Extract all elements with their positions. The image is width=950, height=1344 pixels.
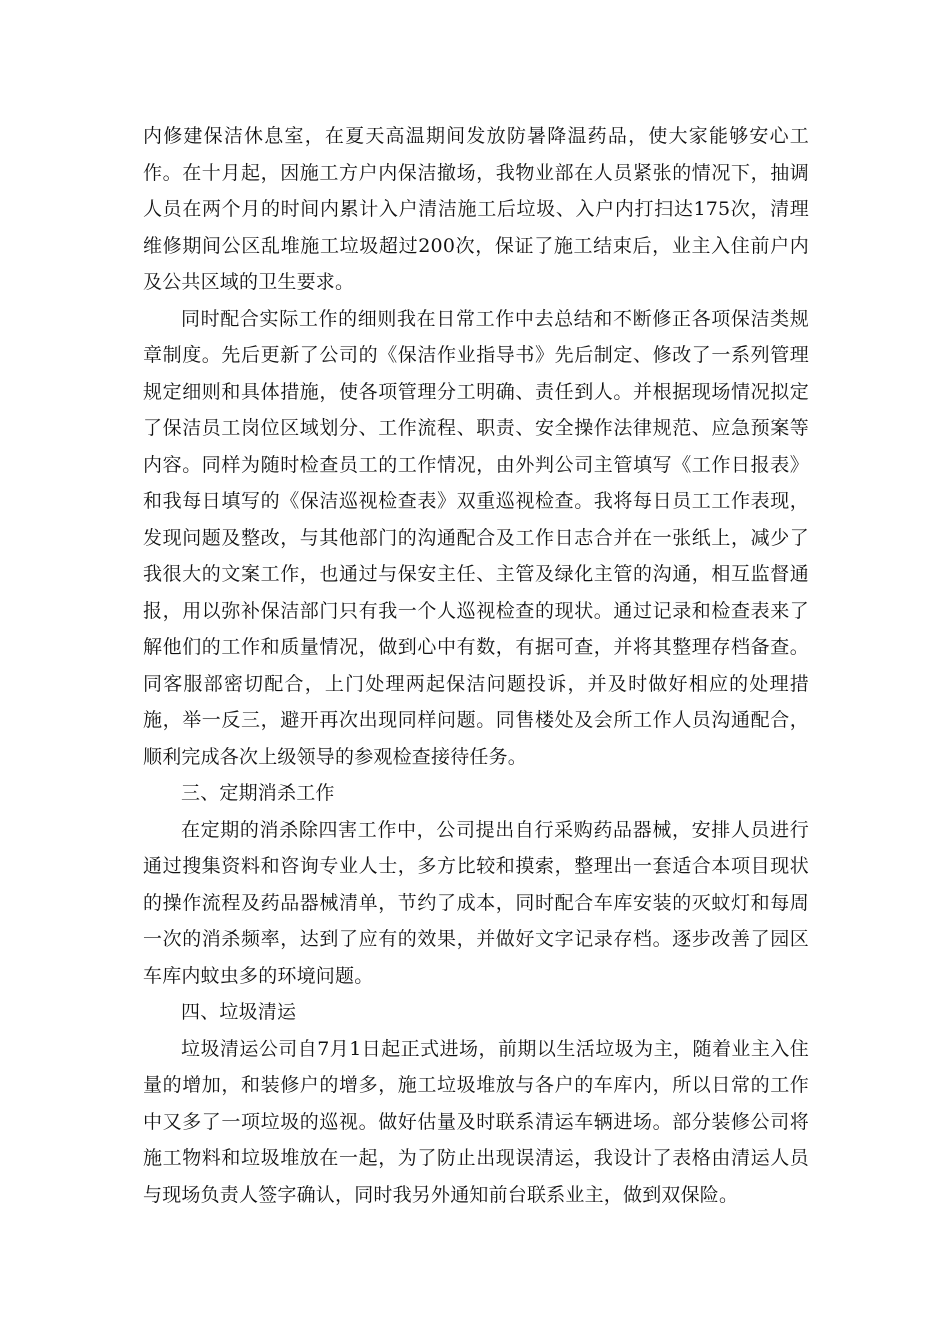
section-heading-garbage-removal: 四、垃圾清运 (181, 1001, 297, 1023)
paragraph-cleaning-regulations: 同时配合实际工作的细则我在日常工作中去总结和不断修正各项保洁类规章制度。先后更新了公司的《保洁作业指导书》先后制定、修改了一系列管理规定细则和具体措施，使各项管理分工明确、责任到人。并根据现场情况拟定了保洁员工岗位区域划分、工作流程、职责、安全操作法律规范、应急预案等内容。同样为随时检查员工的工作情况，由外判公司主管填写《工作日报表》和我每日填写的《保洁巡视检查表》双重巡视检查。我将每日员工工作表现，发现问题及整改，与其他部门的沟通配合及工作日志合并在一张纸上，减少了我很大的文案工作，也通过与保安主任、主管及绿化主管的沟通，相互监督通报，用以弥补保洁部门只有我一个人巡视检查的现状。通过记录和检查表来了解他们的工作和质量情况，做到心中有数，有据可查，并将其整理存档备查。同客服部密切配合，上门处理两起保洁问题投诉，并及时做好相应的处理措施，举一反三，避开再次出现同样问题。同售楼处及会所工作人员沟通配合，顺利完成各次上级领导的参观检查接待任务。 (143, 307, 809, 768)
paragraph-cleaning-rest-room: 内修建保洁休息室，在夏天高温期间发放防暑降温药品，使大家能够安心工作。在十月起，因施工方户内保洁撤场，我物业部在人员紧张的情况下，抽调人员在两个月的时间内累计入户清洁施工后垃圾、入户内打扫达175次，清理维修期间公区乱堆施工垃圾超过200次，保证了施工结束后，业主入住前户内及公共区域的卫生要求。 (143, 125, 809, 293)
document-page (143, 118, 809, 1213)
section-heading-pest-control: 三、定期消杀工作 (181, 782, 335, 804)
paragraph-garbage-removal: 垃圾清运公司自7月1日起正式进场，前期以生活垃圾为主，随着业主入住量的增加，和装修户的增多，施工垃圾堆放与各户的车库内，所以日常的工作中又多了一项垃圾的巡视。做好估量及时联系清运车辆进场。部分装修公司将施工物料和垃圾堆放在一起，为了防止出现误清运，我设计了表格由清运人员与现场负责人签字确认，同时我另外通知前台联系业主，做到双保险。 (143, 1037, 809, 1206)
paragraph-pest-control: 在定期的消杀除四害工作中，公司提出自行采购药品器械，安排人员进行通过搜集资料和咨询专业人士，多方比较和摸索，整理出一套适合本项目现状的操作流程及药品器械清单，节约了成本，同时配合车库安装的灭蚊灯和每周一次的消杀频率，达到了应有的效果，并做好文字记录存档。逐步改善了园区车库内蚊虫多的环境问题。 (143, 818, 809, 987)
